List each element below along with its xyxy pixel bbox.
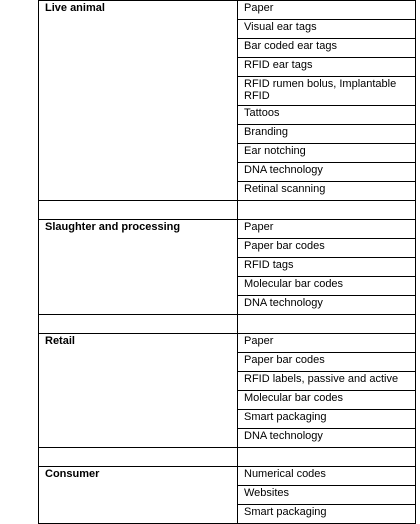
method-cell: DNA technology	[238, 429, 416, 448]
spacer-cell	[39, 448, 238, 467]
method-cell: Retinal scanning	[238, 182, 416, 201]
traceability-table	[38, 0, 416, 524]
stage-cell: Live animal	[39, 1, 238, 201]
method-cell: Tattoos	[238, 106, 416, 125]
method-cell: Paper	[238, 220, 416, 239]
method-cell: RFID rumen bolus, Implantable RFID	[238, 77, 416, 106]
traceability-table-body	[39, 1, 416, 524]
method-cell: Paper bar codes	[238, 239, 416, 258]
spacer-cell	[238, 448, 416, 467]
table-row	[39, 1, 416, 20]
method-cell: RFID ear tags	[238, 58, 416, 77]
spacer-cell	[238, 201, 416, 220]
spacer-row	[39, 315, 416, 334]
method-cell: RFID labels, passive and active	[238, 372, 416, 391]
table-row	[39, 334, 416, 353]
spacer-cell	[39, 201, 238, 220]
table-row	[39, 467, 416, 486]
table-row	[39, 220, 416, 239]
method-cell: Molecular bar codes	[238, 391, 416, 410]
method-cell: DNA technology	[238, 296, 416, 315]
method-cell: Numerical codes	[238, 467, 416, 486]
method-cell: Paper	[238, 334, 416, 353]
stage-cell: Retail	[39, 334, 238, 448]
method-cell: Websites	[238, 486, 416, 505]
method-cell: Bar coded ear tags	[238, 39, 416, 58]
spacer-row	[39, 201, 416, 220]
spacer-cell	[39, 315, 238, 334]
method-cell: Paper bar codes	[238, 353, 416, 372]
method-cell: Branding	[238, 125, 416, 144]
stage-cell: Consumer	[39, 467, 238, 524]
method-cell: Smart packaging	[238, 505, 416, 524]
method-cell: Molecular bar codes	[238, 277, 416, 296]
method-cell: RFID tags	[238, 258, 416, 277]
spacer-row	[39, 448, 416, 467]
method-cell: Ear notching	[238, 144, 416, 163]
method-cell: Visual ear tags	[238, 20, 416, 39]
method-cell: DNA technology	[238, 163, 416, 182]
spacer-cell	[238, 315, 416, 334]
method-cell: Smart packaging	[238, 410, 416, 429]
method-cell: Paper	[238, 1, 416, 20]
stage-cell: Slaughter and processing	[39, 220, 238, 315]
